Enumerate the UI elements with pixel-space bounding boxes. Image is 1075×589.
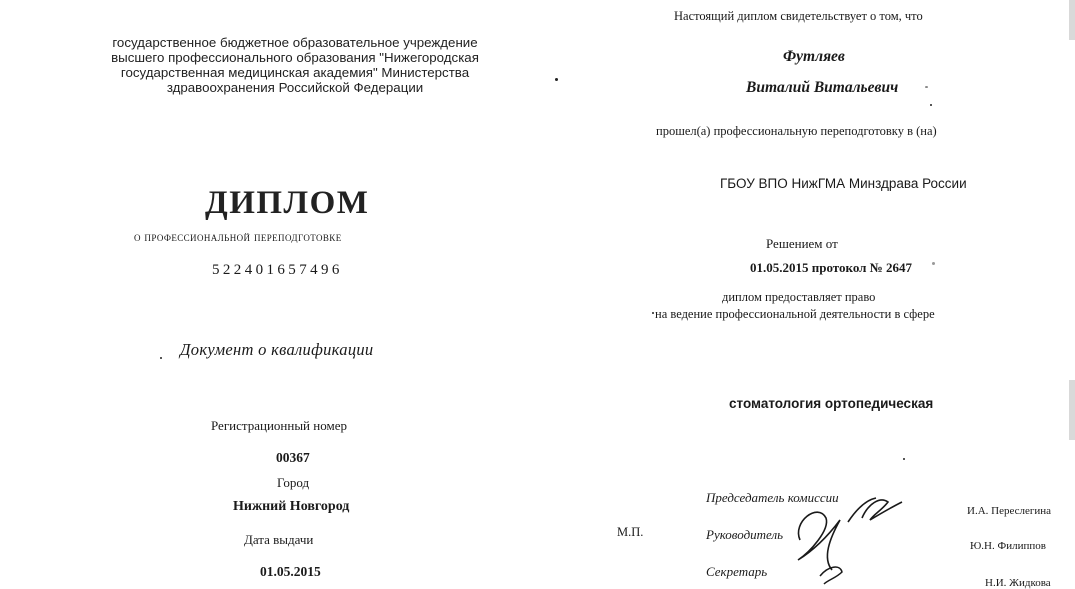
training-organization: ГБОУ ВПО НижГМА Минздрава России bbox=[720, 176, 967, 191]
scan-speck bbox=[932, 262, 935, 265]
decision-label: Решением от bbox=[766, 236, 838, 251]
certifies-text: Настоящий диплом свидетельствует о том, что bbox=[674, 9, 923, 23]
diploma-title: ДИПЛОМ bbox=[205, 185, 370, 221]
decision-protocol: 01.05.2015 протокол № 2647 bbox=[750, 260, 913, 275]
issue-date-value: 01.05.2015 bbox=[260, 564, 321, 579]
secretary-name: Н.И. Жидкова bbox=[985, 577, 1051, 589]
specialty: стоматология ортопедическая bbox=[729, 396, 934, 411]
diploma-subtitle: о профессиональной переподготовке bbox=[134, 230, 342, 244]
city-label: Город bbox=[277, 475, 310, 490]
secretary-role: Секретарь bbox=[706, 564, 768, 579]
handwritten-signatures bbox=[770, 480, 930, 585]
city-value: Нижний Новгород bbox=[233, 499, 350, 514]
stamp-place-label: М.П. bbox=[617, 525, 644, 539]
head-role: Руководитель bbox=[706, 527, 784, 542]
scan-speck bbox=[930, 104, 932, 106]
holder-given-names: Виталий Витальевич bbox=[746, 79, 899, 96]
registration-number-value: 00367 bbox=[276, 450, 310, 465]
scan-speck bbox=[555, 78, 558, 81]
retraining-statement: прошел(а) профессиональную переподготовку в (на) bbox=[656, 124, 937, 138]
rights-statement-line2: на ведение профессиональной деятельности в сфере bbox=[655, 307, 935, 321]
rights-statement-line1: диплом предоставляет право bbox=[722, 290, 876, 304]
diploma-number: 522401657496 bbox=[212, 262, 343, 278]
issue-date-label: Дата выдачи bbox=[244, 532, 314, 547]
registration-number-label: Регистрационный номер bbox=[211, 418, 347, 433]
qualification-document-label: Документ о квалификации bbox=[180, 340, 374, 359]
chair-signature bbox=[848, 498, 902, 522]
commission-chair-role: Председатель комиссии bbox=[706, 490, 839, 505]
page-edge-shadow bbox=[1069, 0, 1075, 40]
head-signature bbox=[798, 512, 840, 570]
page-edge-shadow bbox=[1069, 380, 1075, 440]
scan-speck bbox=[652, 312, 654, 314]
holder-surname: Футляев bbox=[783, 48, 845, 65]
scan-speck bbox=[903, 458, 905, 460]
institution-name: государственное бюджетное образовательное учреждение высшего профессионального образования "Нижегородская государственная медицинская академия" Министерства здравоохранения Российской Федерации bbox=[111, 35, 479, 95]
scan-speck bbox=[160, 357, 162, 359]
head-name: Ю.Н. Филиппов bbox=[970, 540, 1046, 552]
scan-speck bbox=[925, 86, 928, 88]
commission-chair-name: И.А. Переслегина bbox=[967, 505, 1052, 517]
